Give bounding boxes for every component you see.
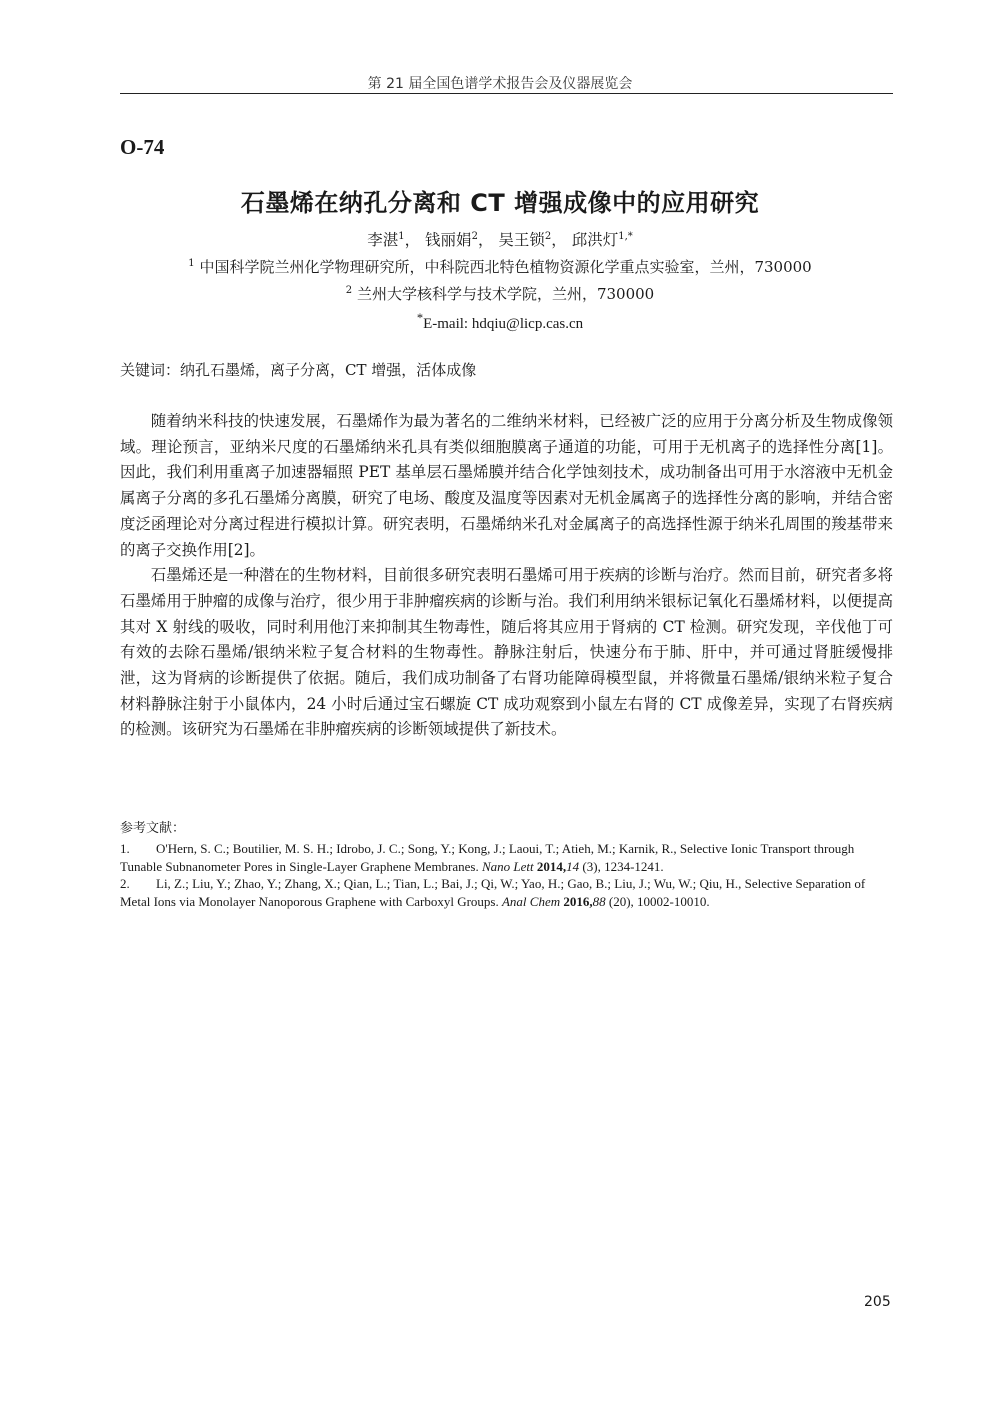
reference-text: Li, Z.; Liu, Y.; Zhao, Y.; Zhang, X.; Qian, L.; Tian, L.; Bai, J.; Qi, W.; Yao, H.; Gao, B.; Liu, J.; Wu, W.; Qiu, H., Selective Separation of Metal Ions via Monolayer Nanoporous Graphene with Carboxyl Groups. [120, 876, 866, 909]
reference-item [120, 840, 893, 875]
reference-item [120, 875, 893, 910]
reference-pages: (3), 1234-1241. [579, 858, 664, 874]
reference-text: O'Hern, S. C.; Boutilier, M. S. H.; Idrobo, J. C.; Song, Y.; Kong, J.; Laoui, T.; Atieh, M.; Karnik, R., Selective Ionic Transport through Tunable Subnanometer Pores in Single-Layer Graphene Membranes. [120, 841, 855, 874]
body-paragraph: 石墨烯还是一种潜在的生物材料，目前很多研究表明石墨烯可用于疾病的诊断与治疗。然而目前，研究者多将石墨烯用于肿瘤的成像与治疗，很少用于非肿瘤疾病的诊断与治。我们利用纳米银标记氧化石墨烯材料，以便提高其对 X 射线的吸收，同时利用他汀来抑制其生物毒性，随后将其应用于肾病的 CT 检测。研究发现，辛伐他丁可有效的去除石墨烯/银纳米粒子复合材料的生物毒性。静脉注射后，快速分布于肺、肝中，并可通过肾脏缓慢排泄，这为肾病的诊断提供了依据。随后，我们成功制备了右肾功能障碍模型鼠，并将微量石墨烯/银纳米粒子复合材料静脉注射于小鼠体内，24 小时后通过宝石螺旋 CT 成功观察到小鼠左右肾的 CT 成像差异，实现了右肾疾病的检测。该研究为石墨烯在非肿瘤疾病的诊断领域提供了新技术。 [120, 566, 893, 739]
corresponding-mark: * [416, 311, 424, 325]
author-affiliation-mark: 1 [398, 230, 405, 242]
reference-list [120, 840, 893, 910]
reference-number: 1. [120, 841, 130, 856]
keywords: 关键词：纳孔石墨烯，离子分离，CT 增强，活体成像 [120, 361, 477, 379]
reference-journal: Anal Chem [501, 893, 561, 909]
author-separator: ， [551, 231, 567, 249]
author-separator: ， [477, 231, 494, 249]
header-rule [120, 93, 893, 94]
author-name: 李湛 [367, 231, 399, 249]
paper-title: 石墨烯在纳孔分离和 CT 增强成像中的应用研究 [240, 189, 760, 217]
reference-year: 2016, [560, 893, 593, 909]
reference-volume: 14 [566, 858, 580, 874]
affiliation-mark: 1 [188, 258, 195, 269]
author-name: 邱洪灯 [571, 231, 619, 249]
reference-year: 2014, [533, 858, 567, 874]
article-id: O-74 [120, 135, 165, 159]
author-affiliation-mark: 1,* [618, 230, 633, 242]
author-separator: ， [404, 231, 421, 249]
email-address: E-mail: hdqiu@licp.cas.cn [423, 316, 584, 332]
affiliation-text: 兰州大学核科学与技术学院，兰州，730000 [356, 285, 655, 303]
body-paragraph: 随着纳米科技的快速发展，石墨烯作为最为著名的二维纳米材料，已经被广泛的应用于分离分析及生物成像领域。理论预言，亚纳米尺度的石墨烯纳米孔具有类似细胞膜离子通道的功能，可用于无机离子的选择性分离[1]。因此，我们利用重离子加速器辐照 PET 基单层石墨烯膜并结合化学蚀刻技术，成功制备出可用于水溶液中无机金属离子分离的多孔石墨烯分离膜，研究了电场、酸度及温度等因素对无机金属离子的选择性分离的影响，并结合密度泛函理论对分离过程进行模拟计算。研究表明，石墨烯纳米孔对金属离子的高选择性源于纳米孔周围的羧基带来的离子交换作用[2]。 [120, 412, 893, 559]
affiliation-mark: 2 [345, 285, 353, 296]
author-name: 钱丽娟 [425, 231, 472, 249]
author-list [0, 228, 1000, 250]
reference-volume: 88 [592, 893, 606, 909]
page-number: 205 [864, 1294, 891, 1310]
running-header: 第 21 届全国色谱学术报告会及仪器展览会 [367, 76, 633, 92]
reference-pages: (20), 10002-10010. [605, 893, 710, 909]
references-heading: 参考文献： [120, 821, 186, 836]
affiliation-2 [0, 283, 1000, 304]
affiliation-text: 中国科学院兰州化学物理研究所，中科院西北特色植物资源化学重点实验室，兰州，730000 [199, 258, 812, 276]
reference-journal: Nano Lett [482, 858, 534, 874]
corresponding-email [0, 311, 1000, 333]
affiliation-1 [0, 256, 1000, 277]
author-name: 吴王锁 [498, 231, 545, 249]
article-body [120, 409, 893, 743]
reference-number: 2. [120, 876, 130, 891]
author-affiliation-mark: 2 [471, 230, 478, 242]
author-affiliation-mark: 2 [544, 230, 552, 242]
